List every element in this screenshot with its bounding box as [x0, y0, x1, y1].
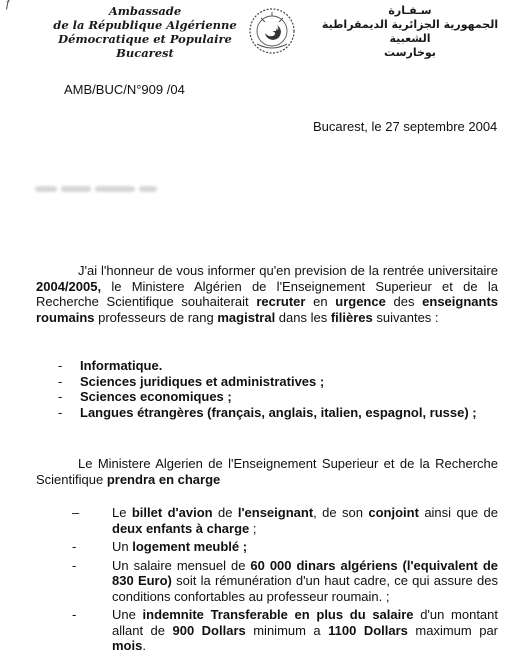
body-text: des — [385, 294, 423, 309]
list-item: - Sciences juridiques et administratives ; — [58, 374, 498, 390]
date-line: Bucarest, le 27 septembre 2004 — [313, 119, 498, 134]
filiere-label: Sciences juridiques et administratives ; — [80, 373, 325, 389]
emphasis-text: logement meublé ; — [132, 539, 248, 554]
charge-text — [112, 505, 498, 536]
emphasis-text: 60 000 dinars algériens (l'equivalent de 830 Euro) — [112, 557, 498, 588]
intro-paragraph — [36, 263, 498, 325]
emphasis-text: magistral — [217, 309, 276, 325]
list-item: - Langues étrangères (français, anglais, italien, espagnol, russe) ; — [58, 405, 498, 421]
list-item — [58, 505, 498, 536]
charge-text — [112, 558, 498, 605]
filiere-label: Langues étrangères (français, anglais, italien, espagnol, russe) ; — [80, 404, 477, 420]
redacted-addressee — [35, 180, 185, 194]
emphasis-text: l'enseignant — [237, 505, 314, 520]
letterhead-fr-line: Bucarest — [116, 46, 174, 60]
emphasis-text: indemnite Transferable en plus du salaire — [142, 607, 414, 622]
charges-intro-paragraph — [36, 456, 498, 487]
filieres-list — [58, 358, 498, 420]
letterhead-french — [40, 4, 250, 60]
body-text: en — [305, 294, 336, 309]
body-text: suivantes : — [372, 309, 439, 325]
charges-list — [58, 505, 498, 657]
charge-text — [112, 539, 498, 555]
emphasis-text: 900 Dollars — [172, 622, 246, 638]
charge-text — [112, 607, 498, 654]
emphasis-text: prendra en charge — [106, 471, 221, 487]
list-item — [58, 539, 498, 555]
body-text: le Ministere Algérien de l'Enseignement Superieur et de la Recherche Scientifique souhaiterait — [36, 278, 498, 309]
letterhead-ar-line: الجمهورية الجزائرية الديمقراطية الشعبية — [321, 18, 499, 45]
emphasis-text: conjoint — [368, 505, 419, 520]
emphasis-text: 2004/2005, — [36, 278, 102, 294]
reference-number: AMB/BUC/N°909 /04 — [64, 82, 185, 97]
body-text: Le Ministere Algerien de l'Enseignement Superieur et de la Recherche Scientifique — [36, 456, 498, 487]
list-item — [58, 607, 498, 654]
emphasis-text: billet d'avion — [131, 505, 213, 520]
bullet-dash: – — [72, 505, 80, 520]
list-item: - Informatique. — [58, 358, 498, 374]
margin-mark: ƒ — [5, 0, 12, 10]
state-emblem-icon — [247, 6, 297, 56]
body-text: dans les — [275, 309, 331, 325]
body-text: J'ai l'honneur de vous informer qu'en prevision de la rentrée universitaire — [78, 263, 498, 278]
body-text: professeurs de rang — [94, 309, 218, 325]
body-text: ainsi que de — [418, 505, 498, 520]
body-text: maximum par — [407, 622, 499, 638]
letterhead-ar-line: بوخارست — [384, 46, 436, 59]
emphasis-text: enseignants roumains — [36, 294, 499, 325]
filiere-label: Informatique. — [80, 358, 163, 373]
letterhead-fr-line: de la République Algérienne — [53, 18, 237, 32]
list-item — [58, 558, 498, 605]
emphasis-text: recruter — [256, 294, 306, 309]
body-text: Un salaire mensuel de — [112, 557, 251, 573]
body-text: . — [142, 638, 146, 653]
list-item: - Sciences economiques ; — [58, 389, 498, 405]
body-text: minimum a — [245, 622, 329, 638]
body-text: , de son — [313, 505, 369, 520]
emphasis-text: mois — [112, 638, 143, 653]
bullet-dash: - — [72, 557, 77, 573]
body-text: ; — [249, 520, 257, 536]
body-text: de — [212, 505, 238, 520]
body-text: Un — [112, 539, 133, 554]
bullet-dash: - — [72, 607, 77, 622]
letterhead-ar-line: سـفـارة — [388, 4, 432, 17]
emphasis-text: urgence — [335, 294, 386, 309]
letterhead-arabic — [305, 4, 515, 60]
body-text: d'un montant allant de — [112, 607, 499, 638]
emphasis-text: 1100 Dollars — [328, 622, 408, 638]
letterhead-fr-line: Démocratique et Populaire — [58, 32, 232, 46]
emphasis-text: deux enfants à charge — [112, 520, 250, 536]
body-text: soit la rémunération d'un haut cadre, ce qui assure des conditions confortables au professeur roumain. ; — [112, 573, 498, 604]
body-text: Le — [112, 505, 132, 520]
bullet-dash: - — [72, 539, 77, 554]
body-text: Une — [112, 607, 143, 622]
filiere-label: Sciences economiques ; — [80, 389, 232, 404]
letterhead-fr-line: Ambassade — [108, 4, 182, 18]
emphasis-text: filières — [330, 309, 373, 325]
